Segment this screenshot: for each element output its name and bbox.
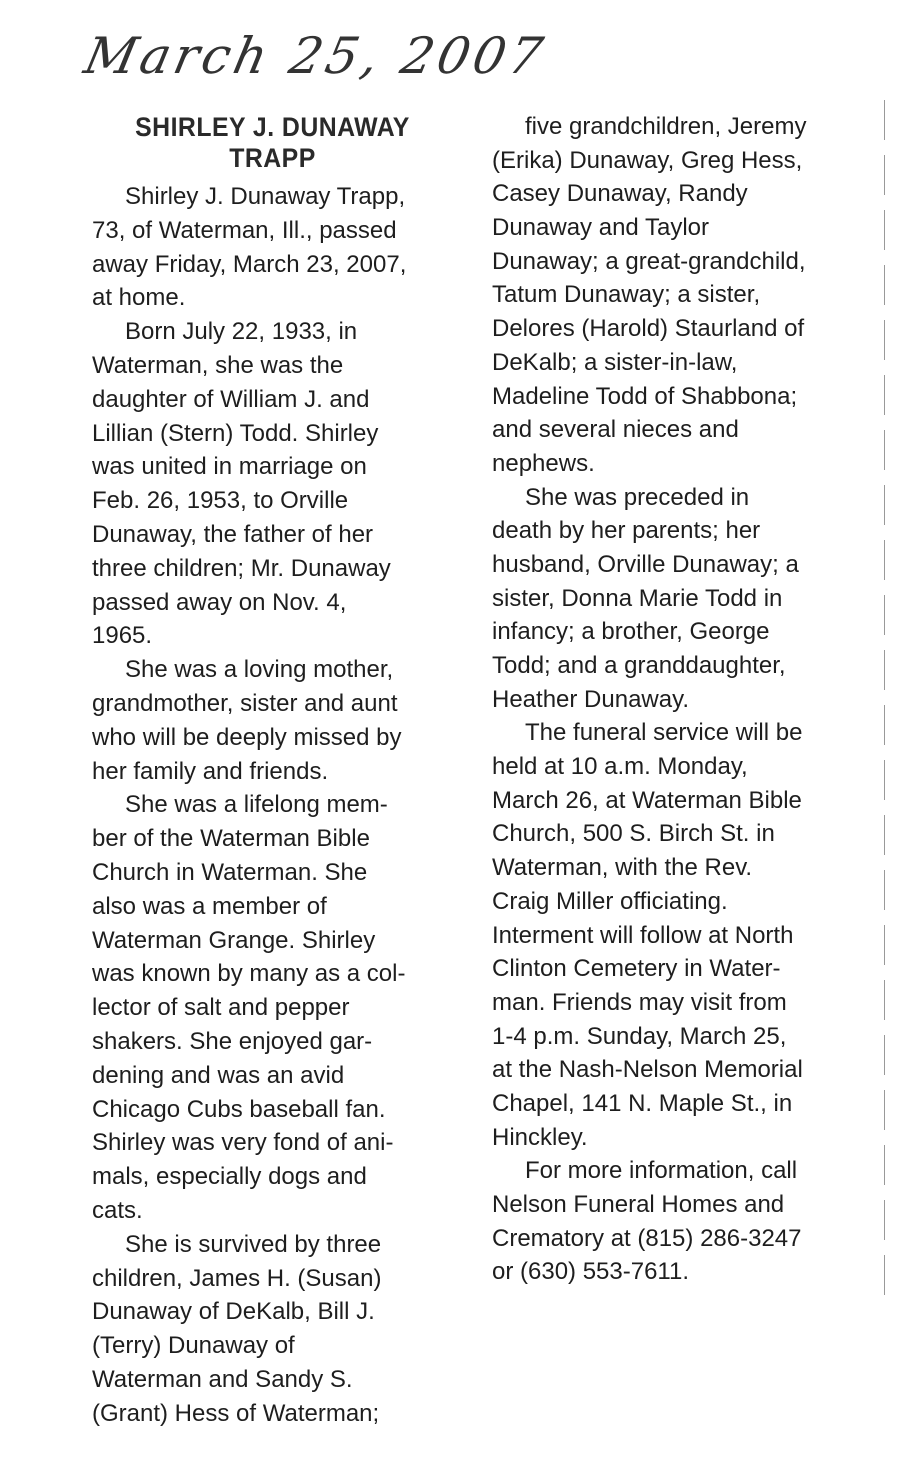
text-line: Waterman, she was the: [92, 351, 344, 379]
text-line: Nelson Funeral Homes and: [492, 1191, 785, 1218]
text-line: Hinckley.: [492, 1123, 588, 1151]
text-line: who will be deeply missed by: [92, 723, 402, 751]
text-line: away Friday, March 23, 2007,: [92, 250, 407, 278]
headline-line-2: TRAPP: [229, 143, 316, 173]
text-line: Born July 22, 1933, in: [125, 318, 358, 346]
right-column: [492, 110, 806, 1289]
text-line: DeKalb; a sister-in-law,: [492, 348, 738, 376]
handwritten-date: March 25, 2007: [79, 27, 552, 85]
text-line: her family and friends.: [92, 757, 329, 785]
text-line: man. Friends may visit from: [492, 988, 787, 1016]
clipping-edge-line: [884, 100, 885, 1310]
text-line: Dunaway; a great-grandchild,: [492, 247, 806, 275]
text-line: Craig Miller officiating.: [492, 887, 728, 915]
text-line: Casey Dunaway, Randy: [492, 180, 748, 208]
text-line: Tatum Dunaway; a sister,: [492, 281, 761, 309]
headline-line-1: SHIRLEY J. DUNAWAY: [135, 112, 410, 142]
text-line: Waterman, with the Rev.: [492, 854, 753, 882]
text-line: also was a member of: [92, 892, 327, 920]
text-line: Chicago Cubs baseball fan.: [92, 1095, 386, 1123]
text-line: Chapel, 141 N. Maple St., in: [492, 1089, 793, 1117]
text-line: or (630) 553-7611.: [492, 1258, 690, 1286]
text-line: Interment will follow at North: [492, 921, 794, 949]
left-column: [92, 180, 406, 1430]
text-line: Waterman Grange. Shirley: [92, 926, 376, 954]
text-line: Dunaway, the father of her: [92, 520, 374, 548]
text-line: death by her parents; her: [492, 517, 761, 545]
text-line: Church, 500 S. Birch St. in: [492, 820, 775, 848]
text-line: at the Nash-Nelson Memorial: [492, 1056, 803, 1084]
text-line: was known by many as a col-: [92, 960, 406, 988]
text-line: The funeral service will be: [525, 719, 803, 747]
text-line: five grandchildren, Jeremy: [525, 113, 807, 140]
text-line: She is survived by three: [125, 1230, 382, 1258]
text-line: Delores (Harold) Staurland of: [492, 315, 805, 343]
text-line: Lillian (Stern) Todd. Shirley: [92, 419, 379, 447]
text-line: husband, Orville Dunaway; a: [492, 550, 799, 578]
text-line: lector of salt and pepper: [92, 994, 350, 1022]
text-line: held at 10 a.m. Monday,: [492, 753, 748, 781]
text-line: sister, Donna Marie Todd in: [492, 584, 783, 612]
text-line: She was a loving mother,: [125, 656, 394, 684]
text-line: Madeline Todd of Shabbona;: [492, 382, 798, 410]
text-line: 1965.: [92, 622, 153, 650]
text-line: at home.: [92, 284, 186, 312]
text-line: For more information, call: [525, 1157, 798, 1185]
text-line: She was preceded in: [525, 483, 750, 511]
text-line: Dunaway of DeKalb, Bill J.: [92, 1298, 375, 1326]
text-line: mals, especially dogs and: [92, 1163, 367, 1191]
text-line: 1-4 p.m. Sunday, March 25,: [492, 1022, 787, 1050]
text-line: grandmother, sister and aunt: [92, 689, 398, 717]
text-line: ber of the Waterman Bible: [92, 825, 370, 853]
text-line: 73, of Waterman, Ill., passed: [92, 216, 397, 244]
text-line: Shirley J. Dunaway Trapp,: [125, 183, 406, 210]
text-line: and several nieces and: [492, 416, 739, 444]
text-line: nephews.: [492, 449, 595, 477]
text-line: daughter of William J. and: [92, 385, 370, 413]
text-line: Crematory at (815) 286-3247: [492, 1224, 802, 1252]
text-line: Waterman and Sandy S.: [92, 1365, 353, 1393]
text-line: was united in marriage on: [92, 453, 367, 481]
text-line: March 26, at Waterman Bible: [492, 786, 802, 814]
text-line: Feb. 26, 1953, to Orville: [92, 487, 349, 515]
text-line: She was a lifelong mem-: [125, 791, 388, 819]
text-line: infancy; a brother, George: [492, 618, 770, 646]
text-line: Shirley was very fond of ani-: [92, 1129, 394, 1157]
text-line: Todd; and a granddaughter,: [492, 652, 786, 679]
text-line: three children; Mr. Dunaway: [92, 554, 391, 582]
text-line: (Terry) Dunaway of: [92, 1332, 295, 1360]
text-line: Dunaway and Taylor: [492, 214, 710, 242]
text-line: dening and was an avid: [92, 1061, 345, 1089]
text-line: (Grant) Hess of Waterman;: [92, 1399, 380, 1427]
text-line: children, James H. (Susan): [92, 1264, 382, 1292]
text-line: cats.: [92, 1196, 143, 1224]
text-line: Clinton Cemetery in Water-: [492, 955, 781, 983]
text-line: (Erika) Dunaway, Greg Hess,: [492, 146, 803, 174]
text-line: shakers. She enjoyed gar-: [92, 1027, 373, 1055]
text-line: Heather Dunaway.: [492, 685, 689, 713]
text-line: Church in Waterman. She: [92, 858, 368, 886]
text-line: passed away on Nov. 4,: [92, 588, 347, 616]
